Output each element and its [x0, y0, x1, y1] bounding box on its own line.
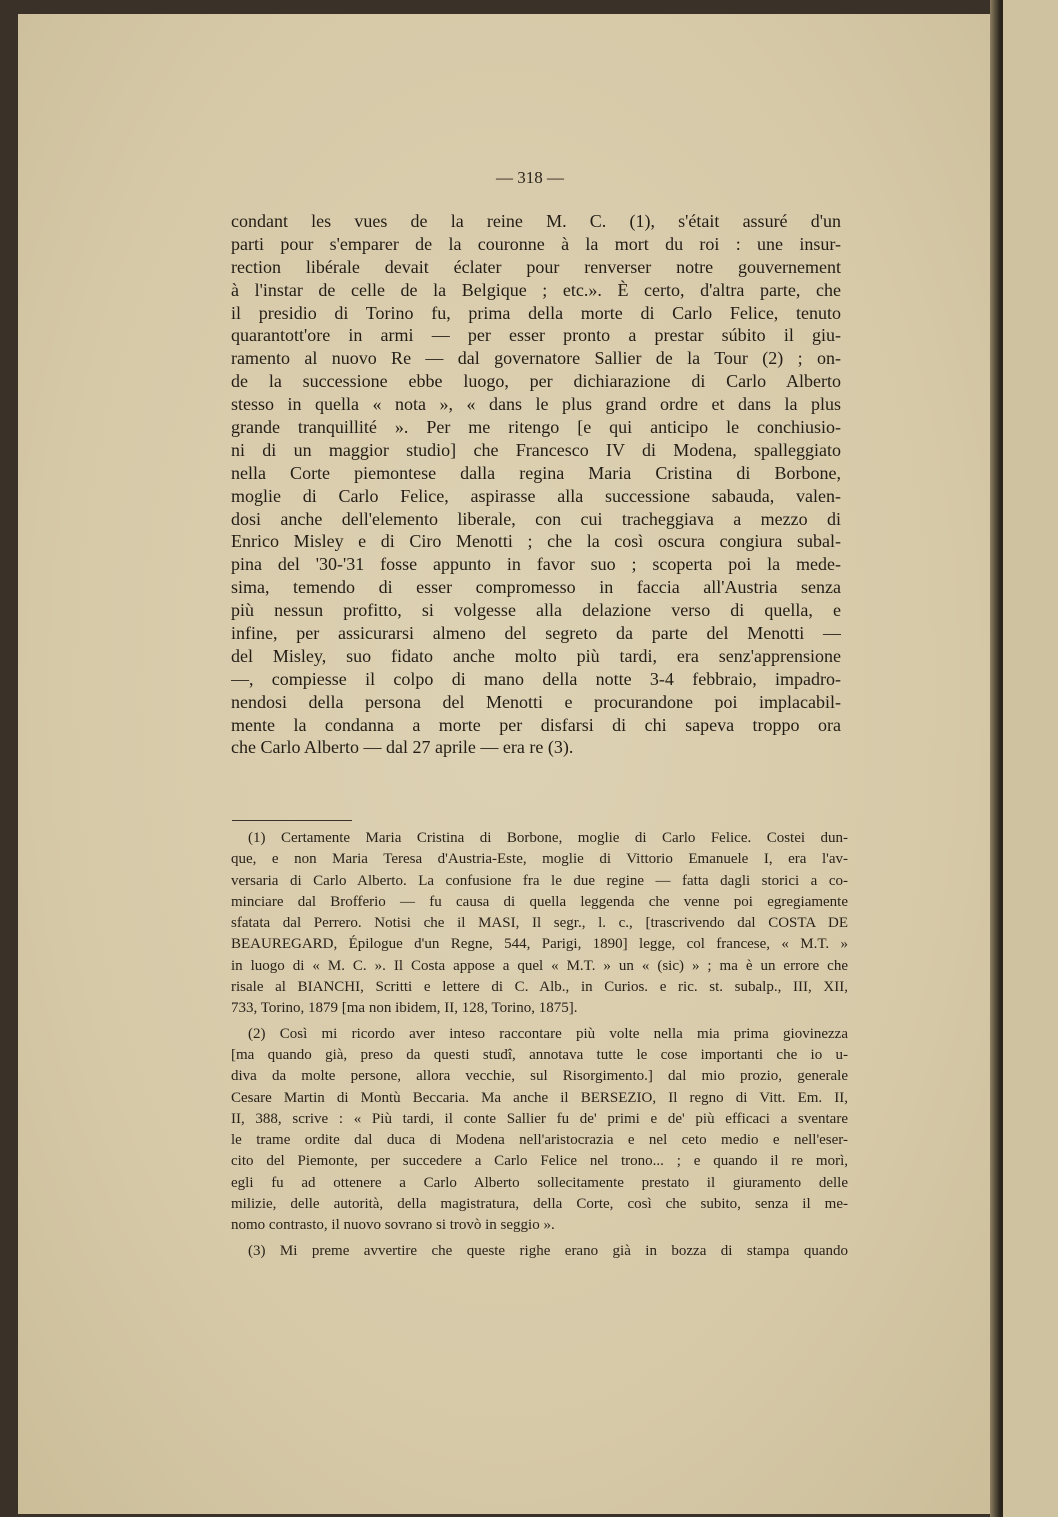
text-line: dosi anche dell'elemento liberale, con cui tracheggiava a mezzo di	[231, 508, 841, 529]
footnote-line: le trame ordite dal duca di Modena nell'aristocrazia e nel ceto medio e nell'eser-	[231, 1132, 848, 1149]
text-line: —, compiesse il colpo di mano della notte 3-4 febbraio, impadro-	[231, 668, 841, 689]
text-line: moglie di Carlo Felice, aspirasse alla successione sabauda, valen-	[231, 485, 841, 506]
text-line: rection libérale devait éclater pour renverser notre gouvernement	[231, 256, 841, 277]
text-line: nendosi della persona del Menotti e procurandone poi implacabil-	[231, 691, 841, 712]
footnote-line: II, 388, scrive : « Più tardi, il conte Sallier fu de' primi e de' più efficaci a sventare	[231, 1110, 848, 1127]
text-line: pina del '30-'31 fosse appunto in favor suo ; scoperta poi la mede-	[231, 554, 841, 575]
text-line: il presidio di Torino fu, prima della morte di Carlo Felice, tenuto	[231, 302, 841, 323]
footnote-1	[231, 828, 848, 1020]
text-line: à l'instar de celle de la Belgique ; etc.». È certo, d'altra parte, che	[231, 279, 841, 300]
footnote-line: minciare dal Brofferio — fu causa di quella leggenda che venne poi egregiamente	[231, 893, 848, 910]
footnote-line: diva da molte persone, allora vecchie, sul Risorgimento.] dal mio prozio, generale	[231, 1068, 848, 1085]
footnote-line: BEAUREGARD, Épilogue d'un Regne, 544, Parigi, 1890] legge, col francese, « M.T. »	[231, 936, 848, 953]
footnote-line: (2) Così mi ricordo aver inteso raccontare più volte nella mia prima giovinezza	[248, 1025, 848, 1042]
text-line: quarantott'ore in armi — per esser pronto a prestar súbito il giu-	[231, 325, 841, 346]
footnote-line: que, e non Maria Teresa d'Austria-Este, moglie di Vittorio Emanuele I, era l'av-	[231, 851, 848, 868]
footnotes	[231, 828, 848, 1262]
footnote-line: (1) Certamente Maria Cristina di Borbone, moglie di Carlo Felice. Costei dun-	[248, 830, 848, 846]
text-line: ramento al nuovo Re — dal governatore Sallier de la Tour (2) ; on-	[231, 348, 841, 369]
page-gutter	[990, 0, 1000, 1517]
text-line: sima, temendo di esser compromesso in faccia all'Austria senza	[231, 577, 841, 598]
text-line: più nessun profitto, si volgesse alla delazione verso di quella, e	[231, 600, 841, 621]
footnote-2	[231, 1024, 848, 1237]
text-line: che Carlo Alberto — dal 27 aprile — era re (3).	[231, 737, 574, 758]
footnote-line: nomo contrasto, il nuovo sovrano si trovò in seggio ».	[231, 1217, 555, 1234]
footnote-line: versaria di Carlo Alberto. La confusione fra le due regine — fatta dagli storici a co-	[231, 872, 848, 889]
text-line: Enrico Misley e di Ciro Menotti ; che la così oscura congiura subal-	[231, 531, 841, 552]
footnote-line: milizie, delle autorità, della magistratura, della Corte, così che subito, senza il me-	[231, 1196, 848, 1213]
text-line: del Misley, suo fidato anche molto più tardi, era senz'apprensione	[231, 645, 841, 666]
footnote-line: (3) Mi preme avvertire che queste righe erano già in bozza di stampa quando	[248, 1242, 848, 1259]
text-line: de la successione ebbe luogo, per dichiarazione di Carlo Alberto	[231, 371, 841, 392]
footnote-rule	[232, 820, 352, 821]
footnote-line: [ma quando già, preso da questi studî, annotava tutte le cose importanti che io u-	[231, 1046, 848, 1063]
facing-page-edge	[1000, 0, 1058, 1517]
page-number: — 318 —	[496, 168, 564, 187]
text-line: infine, per assicurarsi almeno del segreto da parte del Menotti —	[231, 623, 841, 644]
footnote-3	[231, 1241, 848, 1262]
text-line: nella Corte piemontese dalla regina Maria Cristina di Borbone,	[231, 462, 841, 483]
footnote-line: risale al BIANCHI, Scritti e lettere di C. Alb., in Curios. e ric. st. subalp., III, XII,	[231, 979, 848, 996]
footnote-line: sfatata dal Perrero. Notisi che il MASI, Il segr., l. c., [trascrivendo dal COSTA DE	[231, 915, 848, 932]
text-line: condant les vues de la reine M. C. (1), s'était assuré d'un	[231, 211, 841, 231]
footnote-line: 733, Torino, 1879 [ma non ibidem, II, 128, Torino, 1875].	[231, 1000, 578, 1017]
body-text	[231, 210, 841, 759]
text-line: grande tranquillité ». Per me ritengo [e qui anticipo le conchiusio-	[231, 417, 841, 438]
text-line: parti pour s'emparer de la couronne à la mort du roi : une insur-	[231, 233, 841, 254]
text-line: ni di un maggior studio] che Francesco IV di Modena, spalleggiato	[231, 439, 841, 460]
text-line: stesso in quella « nota », « dans le plus grand ordre et dans la plus	[231, 394, 841, 415]
text-line: mente la condanna a morte per disfarsi di chi sapeva troppo ora	[231, 714, 841, 735]
footnote-line: Cesare Martin di Montù Beccaria. Ma anche il BERSEZIO, Il regno di Vitt. Em. II,	[231, 1089, 848, 1106]
footnote-line: in luogo di « M. C. ». Il Costa appose a quel « M.T. » un « (sic) » ; ma è un errore che	[231, 957, 848, 974]
footnote-line: egli fu ad ottenere a Carlo Alberto sollecitamente prestato il giuramento delle	[231, 1174, 848, 1191]
footnote-line: cito del Piemonte, per succedere a Carlo Felice nel trono... ; e quando il re morì,	[231, 1153, 848, 1170]
